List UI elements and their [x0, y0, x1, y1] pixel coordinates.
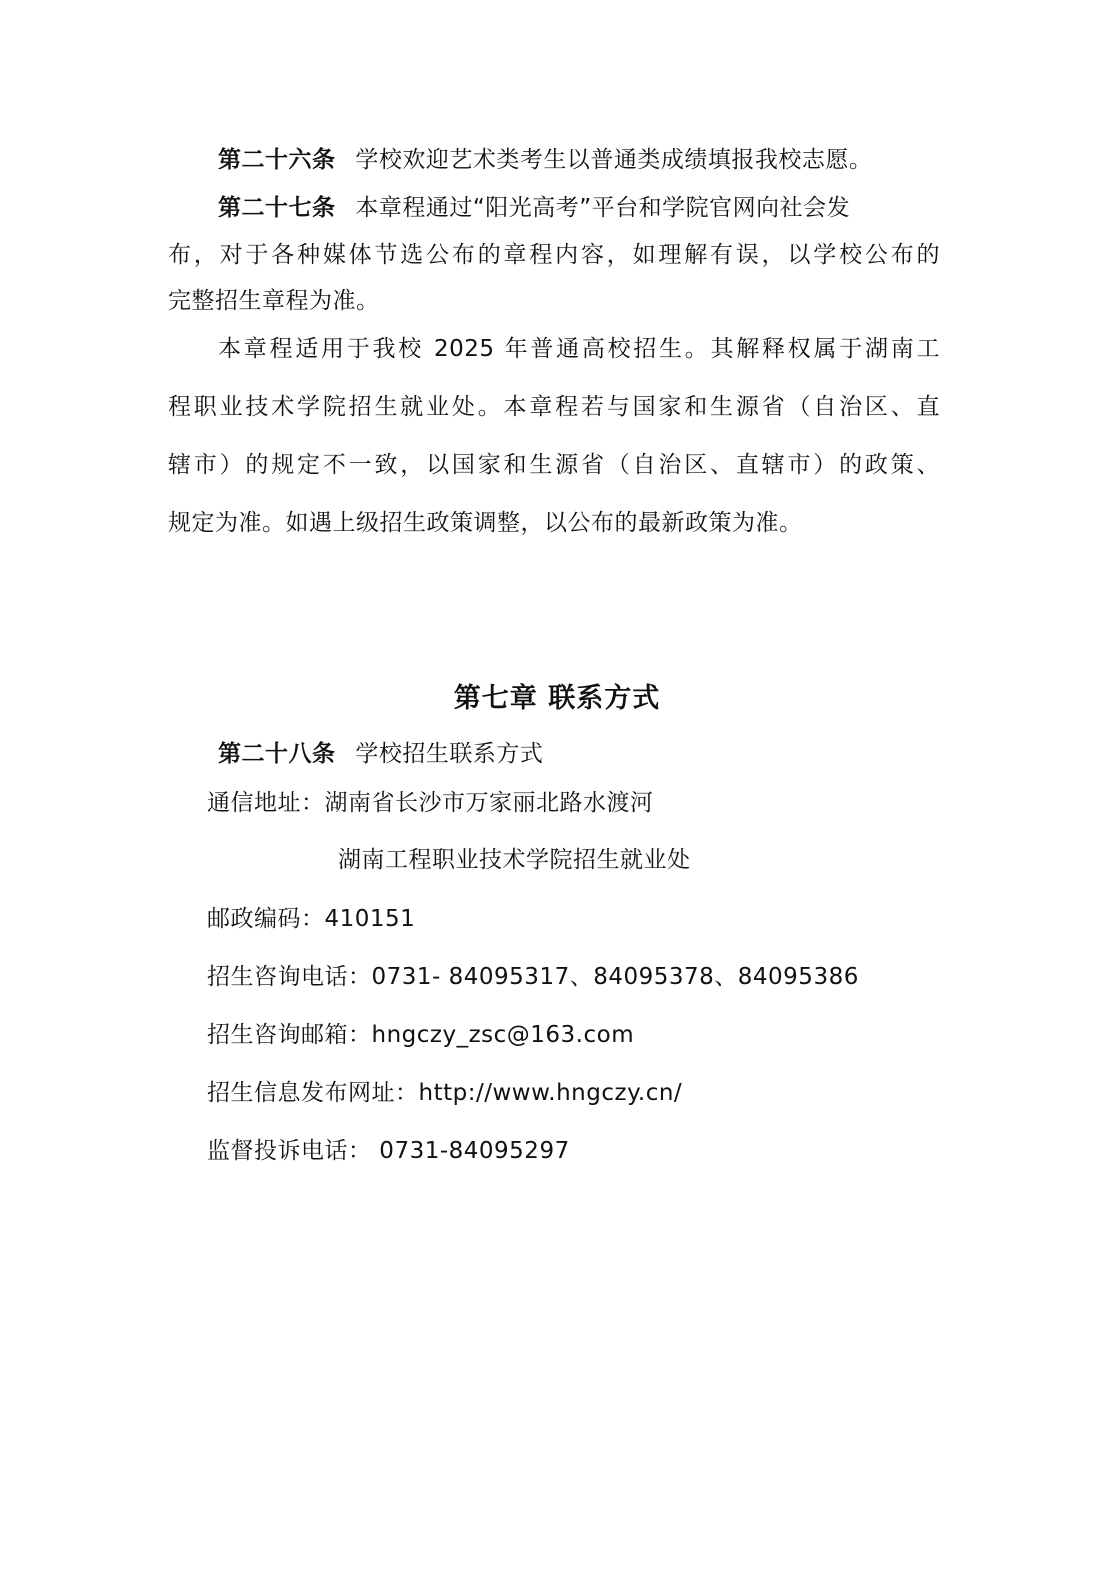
contact-address — [207, 788, 654, 818]
contact-complaint-phone: 监督投诉电话： 0731-84095297 — [207, 1138, 570, 1164]
article-28-text: 学校招生联系方式 — [355, 741, 544, 767]
contact-email: 招生咨询邮箱：hngczy_zsc@163.com — [207, 1022, 635, 1048]
article-28-heading: 第二十八条 — [218, 741, 336, 767]
address-label: 通信地址： — [207, 790, 325, 816]
article-27-heading: 第二十七条 — [218, 195, 336, 221]
article-27-line-2: 布，对于各种媒体节选公布的章程内容，如理解有误，以学校公布的 — [168, 242, 940, 268]
scope-line-4: 规定为准。如遇上级招生政策调整，以公布的最新政策为准。 — [168, 510, 803, 536]
article-27-line-3: 完整招生章程为准。 — [168, 288, 380, 314]
article-26-heading: 第二十六条 — [218, 147, 336, 173]
article-26-text: 学校欢迎艺术类考生以普通类成绩填报我校志愿。 — [355, 147, 873, 173]
article-27-text-1: 本章程通过“阳光高考”平台和学院官网向社会发 — [355, 195, 851, 221]
article-26 — [218, 145, 872, 175]
contact-postcode: 邮政编码：410151 — [207, 906, 416, 932]
scope-line-2: 程职业技术学院招生就业处。本章程若与国家和生源省（自治区、直 — [168, 394, 940, 420]
scope-line-3: 辖市）的规定不一致，以国家和生源省（自治区、直辖市）的政策、 — [168, 452, 940, 478]
article-28 — [218, 739, 543, 769]
article-27-line-1 — [218, 193, 850, 223]
contact-phone: 招生咨询电话：0731- 84095317、84095378、84095386 — [207, 964, 859, 990]
chapter-title: 第七章 联系方式 — [453, 683, 661, 714]
address-line-1: 湖南省长沙市万家丽北路水渡河 — [324, 790, 654, 816]
address-line-2: 湖南工程职业技术学院招生就业处 — [338, 847, 691, 873]
contact-website: 招生信息发布网址：http://www.hngczy.cn/ — [207, 1080, 683, 1106]
scope-line-1: 本章程适用于我校 2025 年普通高校招生。其解释权属于湖南工 — [218, 336, 940, 362]
